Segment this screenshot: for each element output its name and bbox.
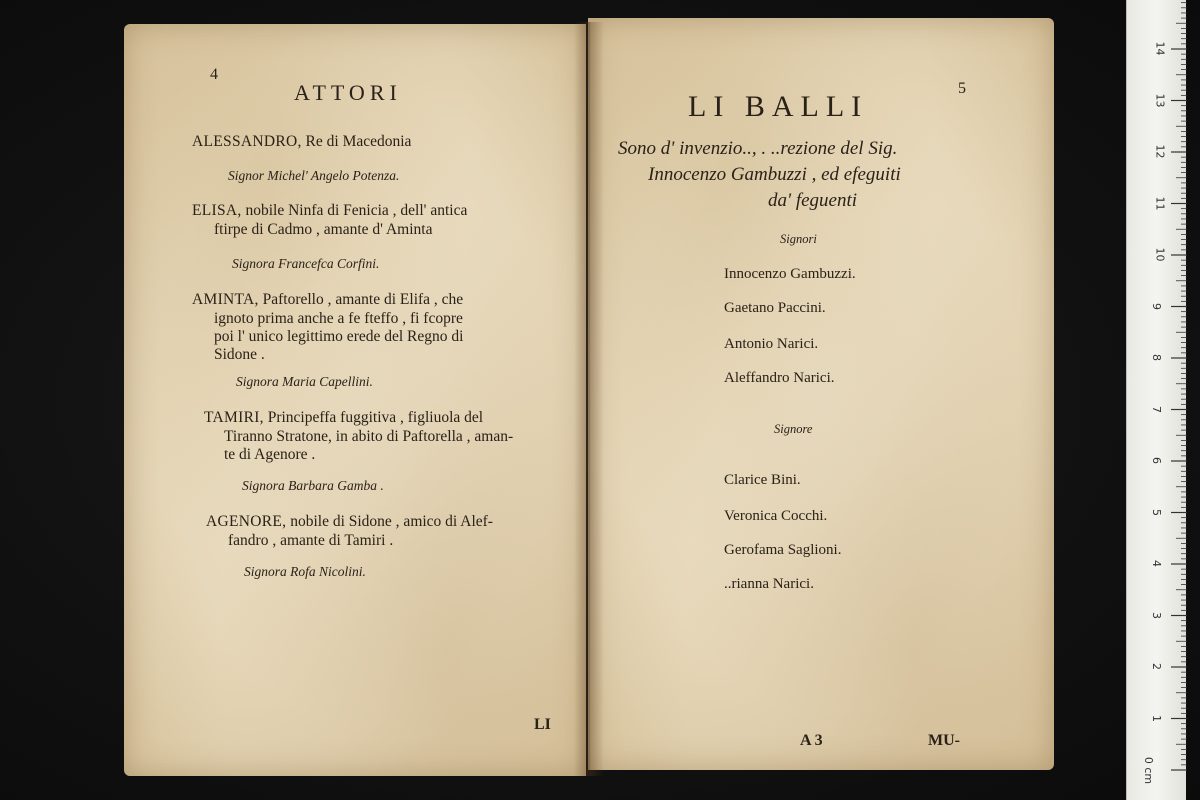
ruler-number: 3 <box>1150 611 1163 619</box>
singer-name: Signor Michel' Angelo Potenza. <box>228 168 400 183</box>
dancer-name: Clarice Bini. <box>724 472 801 488</box>
role-description-line: poi l' unico legittimo erede del Regno di <box>214 328 464 345</box>
singer-name: Signora Maria Capellini. <box>236 374 373 389</box>
role-description-line: te di Agenore . <box>224 446 316 463</box>
singer-name: Signora Francefca Corfini. <box>232 256 380 271</box>
role-name: AGENORE, <box>206 513 287 530</box>
role-entry <box>192 201 467 220</box>
group-label: Signori <box>780 232 817 246</box>
right-page <box>588 18 1054 770</box>
ruler-number: 14 <box>1153 41 1167 56</box>
dancer-name: Innocenzo Gambuzzi. <box>724 266 856 282</box>
dancer-name: Gerofama Saglioni. <box>724 542 842 558</box>
role-name: ELISA, <box>192 202 242 219</box>
left-page-number: 4 <box>210 66 218 83</box>
subtitle-line: da' feguenti <box>768 190 858 211</box>
left-page <box>124 24 586 776</box>
ruler-number: 11 <box>1153 196 1167 210</box>
role-description: nobile Ninfa di Fenicia , dell' antica <box>245 202 468 219</box>
right-page-heading: LI BALLI <box>688 90 869 123</box>
dancer-name: Antonio Narici. <box>724 336 819 352</box>
singer-name: Signora Barbara Gamba . <box>242 478 384 493</box>
ruler-number: 4 <box>1150 560 1163 567</box>
role-entry <box>192 132 411 151</box>
role-description-line: ftirpe di Cadmo , amante d' Aminta <box>214 221 433 238</box>
role-description: Principeffa fuggitiva , figliuola del <box>267 409 484 426</box>
ruler-unit-label: 0 cm <box>1142 756 1156 785</box>
role-description-line: Sidone . <box>214 346 265 363</box>
group-label: Signore <box>774 422 813 436</box>
role-entry <box>204 408 483 427</box>
catchword: MU- <box>928 732 960 749</box>
right-page-number: 5 <box>958 80 966 97</box>
ruler-number: 8 <box>1150 354 1163 361</box>
left-page-heading: ATTORI <box>294 80 402 105</box>
book-gutter <box>574 22 604 776</box>
role-description: Paftorello , amante di Elifa , che <box>262 291 464 308</box>
dancer-name: ..rianna Narici. <box>724 576 814 592</box>
role-entry <box>206 512 493 531</box>
role-description-line: ignoto prima anche a fe fteffo , fi fcopre <box>214 310 463 327</box>
subtitle-line: Innocenzo Gambuzzi , ed efeguiti <box>648 164 901 185</box>
role-description-line: fandro , amante di Tamiri . <box>228 532 394 549</box>
subtitle-line: Sono d' invenzio.., . ..rezione del Sig. <box>618 138 898 159</box>
dancer-name: Gaetano Paccini. <box>724 300 826 316</box>
ruler-number: 13 <box>1153 93 1167 107</box>
role-name: ALESSANDRO, <box>192 133 302 150</box>
ruler-ticks <box>1127 0 1187 800</box>
ruler-number: 9 <box>1150 302 1163 310</box>
role-name: AMINTA, <box>192 291 259 308</box>
left-folio: LI <box>534 716 551 733</box>
open-libretto <box>118 18 1058 778</box>
ruler-number: 1 <box>1150 714 1163 722</box>
singer-name: Signora Rofa Nicolini. <box>244 564 366 579</box>
measuring-ruler <box>1126 0 1186 800</box>
ruler-number: 12 <box>1153 144 1167 159</box>
role-name: TAMIRI, <box>204 409 264 426</box>
role-description-line: Tiranno Stratone, in abito di Paftorella , aman- <box>224 428 514 445</box>
role-description: nobile di Sidone , amico di Alef- <box>290 513 493 530</box>
role-description: Re di Macedonia <box>305 133 412 150</box>
ruler-number: 10 <box>1153 247 1167 262</box>
ruler-number: 5 <box>1150 508 1163 516</box>
dancer-name: Aleffandro Narici. <box>724 370 835 386</box>
ruler-number: 7 <box>1150 405 1163 413</box>
ruler-number: 2 <box>1150 663 1163 670</box>
ruler-number: 6 <box>1150 457 1163 464</box>
role-entry <box>192 290 463 309</box>
dancer-name: Veronica Cocchi. <box>724 508 828 524</box>
signature-mark: A 3 <box>800 732 823 749</box>
